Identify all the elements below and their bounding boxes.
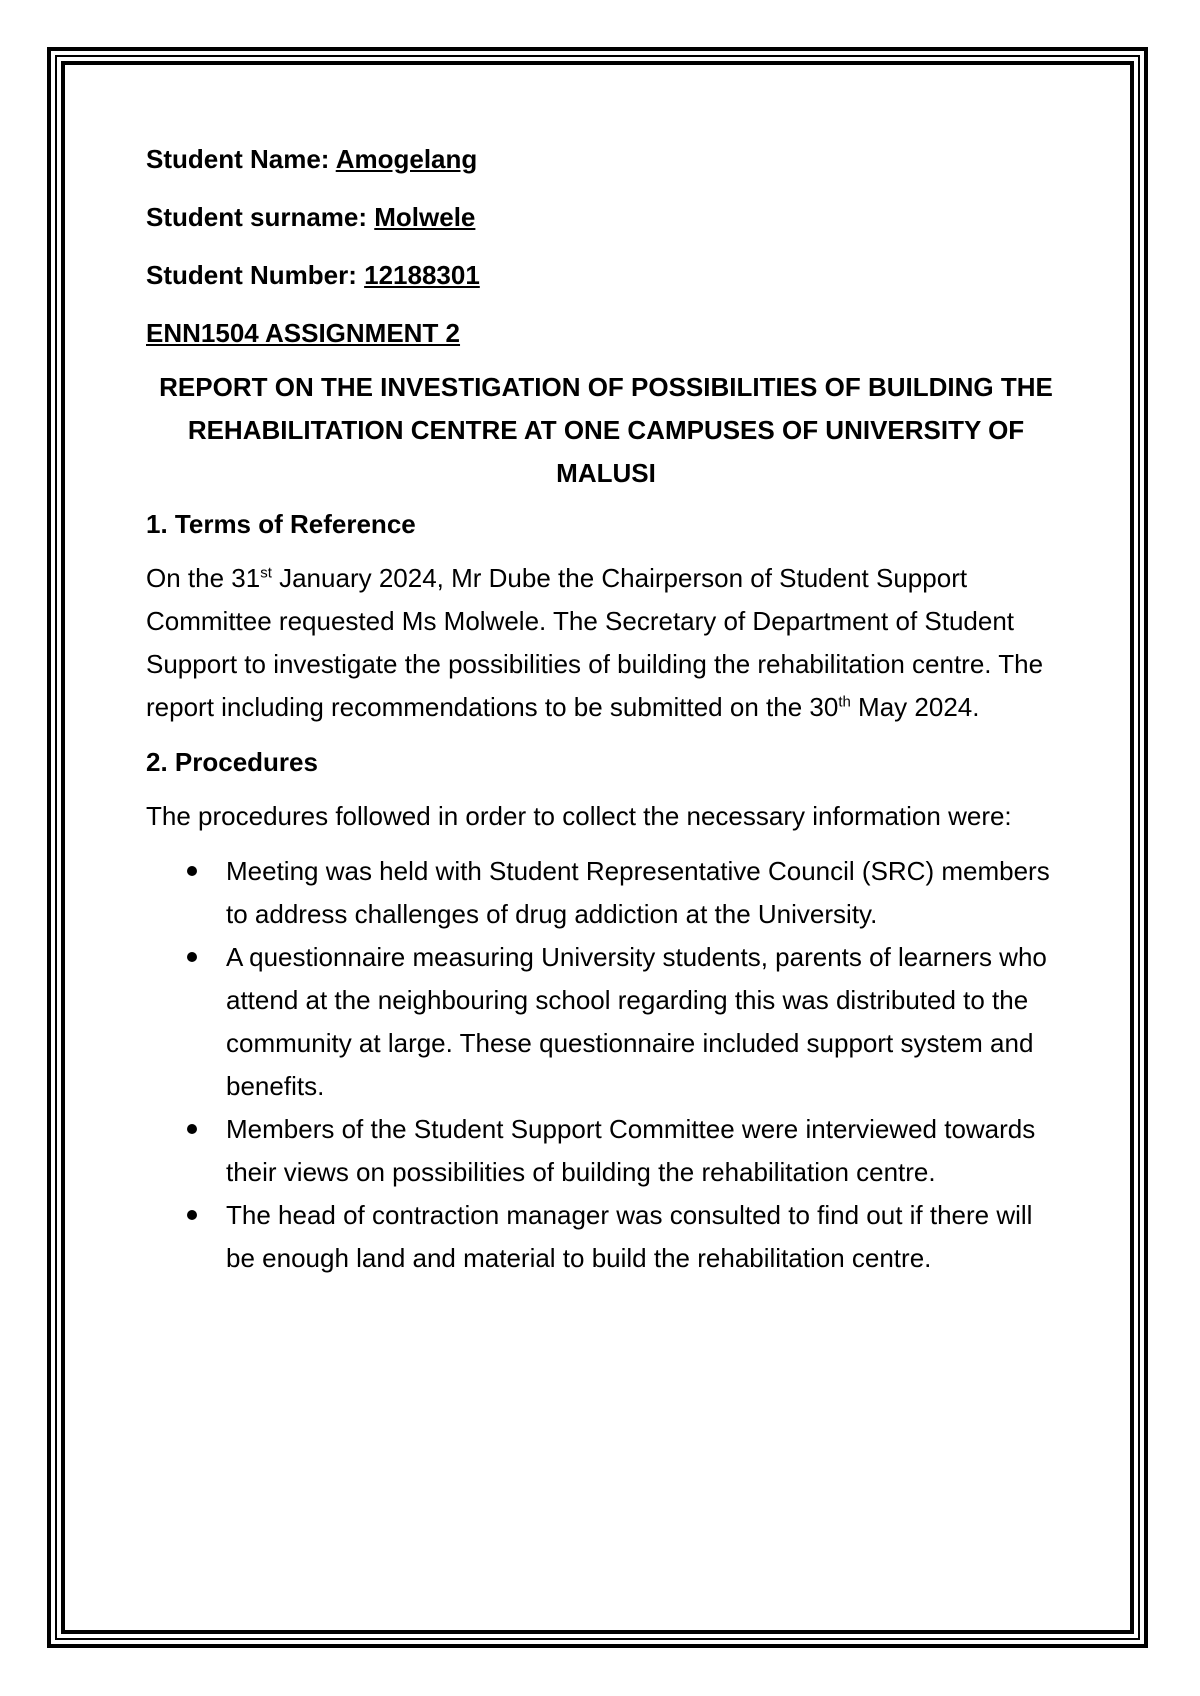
student-name-label: Student Name:: [146, 144, 336, 174]
procedures-list: [146, 850, 1066, 1280]
terms-text-part-1: On the 31: [146, 563, 261, 593]
list-item-text: Members of the Student Support Committee were interviewed towards their views on possibilities of building the rehabilitation centre.: [226, 1114, 1036, 1187]
student-name-line: [146, 138, 1066, 180]
terms-superscript-2: th: [838, 693, 851, 711]
report-title: REPORT ON THE INVESTIGATION OF POSSIBILITIES OF BUILDING THE REHABILITATION CENTRE AT ONE CAMPUSES OF UNIVERSITY OF MALUSI: [159, 372, 1053, 488]
procedures-heading: 2. Procedures: [146, 747, 318, 777]
bullet-icon: [187, 952, 197, 962]
student-surname-value: Molwele: [374, 202, 476, 232]
student-number-label: Student Number:: [146, 260, 365, 290]
list-item-text: A questionnaire measuring University students, parents of learners who attend at the neighbouring school regarding this was distributed to the community at large. These questionnaire included support system and benefits.: [226, 942, 1047, 1101]
list-item-text: The head of contraction manager was consulted to find out if there will be enough land and material to build the rehabilitation centre.: [226, 1200, 1033, 1273]
bullet-icon: [187, 866, 197, 876]
procedures-intro: The procedures followed in order to collect the necessary information were:: [146, 801, 1012, 831]
student-number-line: [146, 254, 1066, 296]
student-surname-line: [146, 196, 1066, 238]
list-item: [226, 1194, 1066, 1280]
terms-of-reference-heading: 1. Terms of Reference: [146, 509, 416, 539]
bullet-icon: [187, 1124, 197, 1134]
student-surname-label: Student surname:: [146, 202, 375, 232]
list-item: [226, 850, 1066, 936]
terms-text-part-3: May 2024.: [850, 692, 980, 722]
assignment-title: ENN1504 ASSIGNMENT 2: [146, 318, 461, 348]
student-name-value: Amogelang: [335, 144, 478, 174]
list-item: [226, 936, 1066, 1108]
list-item: [226, 1108, 1066, 1194]
terms-text-part-2: January 2024, Mr Dube the Chairperson of Student Support Committee requested Ms Molwele. The Secretary of Department of Student Support to investigate the possibilities of building the rehabilitation centre. The report including recommendations to be submitted on the 30: [146, 563, 1044, 722]
terms-of-reference-text: [146, 557, 1066, 729]
bullet-icon: [187, 1210, 197, 1220]
list-item-text: Meeting was held with Student Representative Council (SRC) members to address challenges of drug addiction at the University.: [226, 856, 1050, 929]
student-number-value: 12188301: [364, 260, 480, 290]
terms-superscript-1: st: [260, 564, 272, 582]
document-body: [146, 138, 1066, 1280]
